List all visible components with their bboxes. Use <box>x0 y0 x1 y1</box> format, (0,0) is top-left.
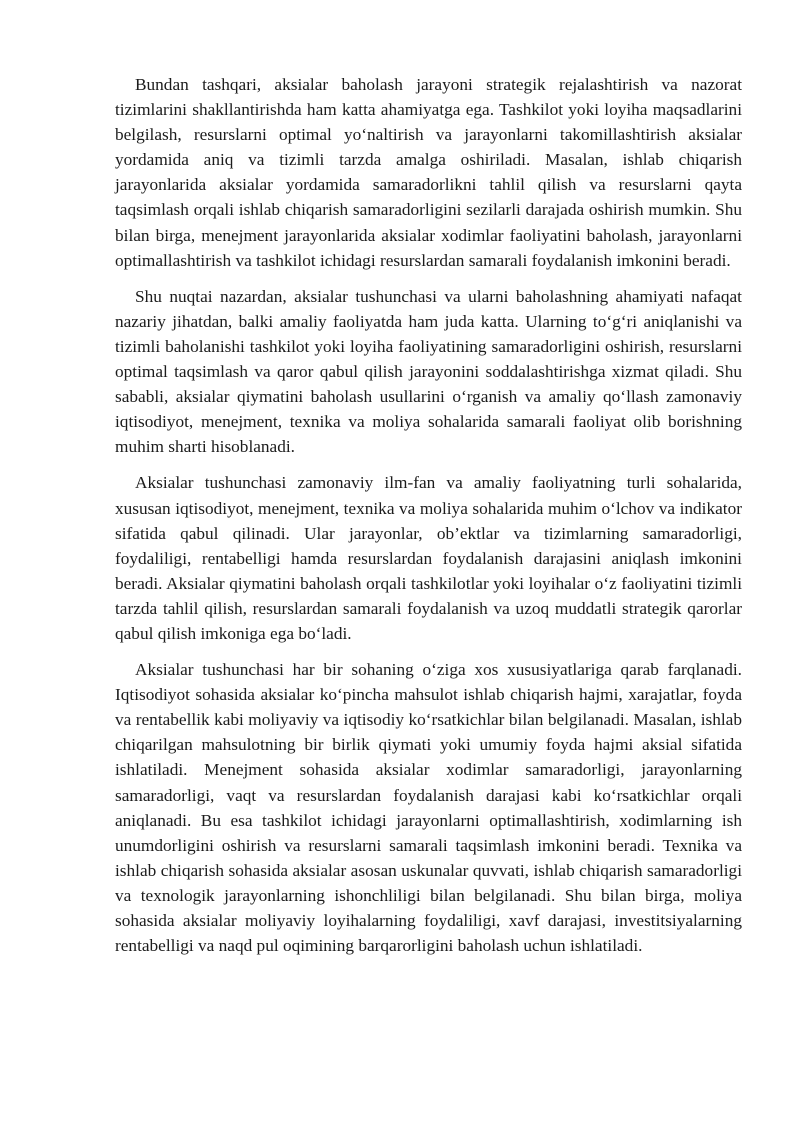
paragraph-3: Aksialar tushunchasi zamonaviy ilm-fan va amaliy faoliyatning turli sohalarida, xususan iqtisodiyot, menejment, texnika va moliya sohalarida muhim o‘lchov va indikator sifatida qabul qilinadi. Ular jarayonlar, ob’ektlar va tizimlarning samaradorligi, foydaliligi, rentabelligi hamda resurslardan foydalanish darajasini aniqlash imkonini beradi. Aksialar qiymatini baholash orqali tashkilotlar yoki loyihalar o‘z faoliyatini tizimli tarzda tahlil qilish, resurslardan samarali foydalanish va uzoq muddatli strategik qarorlar qabul qilish imkoniga ega bo‘ladi. <box>115 473 742 643</box>
paragraph-2: Shu nuqtai nazardan, aksialar tushunchasi va ularni baholashning ahamiyati nafaqat nazariy jihatdan, balki amaliy faoliyatda ham juda katta. Ularning to‘g‘ri aniqlanishi va tizimli baholanishi tashkilot yoki loyiha faoliyatining samaradorligini oshirish, resurslarni optimal taqsimlash va qaror qabul qilish jarayonini soddalashtirishga xizmat qiladi. Shu sababli, aksialar qiymatini baholash usullarini o‘rganish va amaliy qo‘llash zamonaviy iqtisodiyot, menejment, texnika va moliya sohalarida samarali faoliyat olib borishning muhim sharti hisoblanadi. <box>115 286 742 457</box>
paragraph-1: Bundan tashqari, aksialar baholash jarayoni strategik rejalashtirish va nazorat tizimlarini shakllantirishda ham katta ahamiyatga ega. Tashkilot yoki loyiha maqsadlarini belgilash, resurslarni optimal yo‘naltirish va jarayonlarni takomillashtirish aksialar yordamida aniq va tizimli tarzda amalga oshiriladi. Masalan, ishlab chiqarish jarayonlarida aksialar yordamida samaradorlikni tahlil qilish va resurslarni qayta taqsimlash orqali ishlab chiqarish samaradorligini sezilarli darajada oshirish mumkin. Shu bilan birga, menejment jarayonlarida aksialar xodimlar faoliyatini baholash, jarayonlarni optimallashtirish va tashkilot ichidagi resurslardan samarali foydalanish imkonini beradi. <box>115 75 742 270</box>
document-body <box>115 72 742 969</box>
paragraph-4: Aksialar tushunchasi har bir sohaning o‘ziga xos xususiyatlariga qarab farqlanadi. Iqtisodiyot sohasida aksialar ko‘pincha mahsulot ishlab chiqarish hajmi, xarajatlar, foyda va rentabellik kabi moliyaviy va iqtisodiy ko‘rsatkichlar bilan belgilanadi. Masalan, ishlab chiqarilgan mahsulotning bir birlik qiymati yoki umumiy foyda hajmi aksial sifatida ishlatiladi. Menejment sohasida aksialar xodimlar samaradorligi, jarayonlarning samaradorligi, vaqt va resurslardan foydalanish darajasi kabi ko‘rsatkichlar orqali aniqlanadi. Bu esa tashkilot ichidagi jarayonlarni optimallashtirish, xodimlarning ish unumdorligini oshirish va resurslarni samarali taqsimlash imkonini beradi. Texnika va ishlab chiqarish sohasida aksialar asosan uskunalar quvvati, ishlab chiqarish samaradorligi va texnologik jarayonlarning ishonchliligi bilan belgilanadi. Shu bilan birga, moliya sohasida aksialar moliyaviy loyihalarning foydaliligi, xavf darajasi, investitsiyalarning rentabelligi va naqd pul oqimining barqarorligini baholash uchun ishlatiladi. <box>115 660 742 956</box>
